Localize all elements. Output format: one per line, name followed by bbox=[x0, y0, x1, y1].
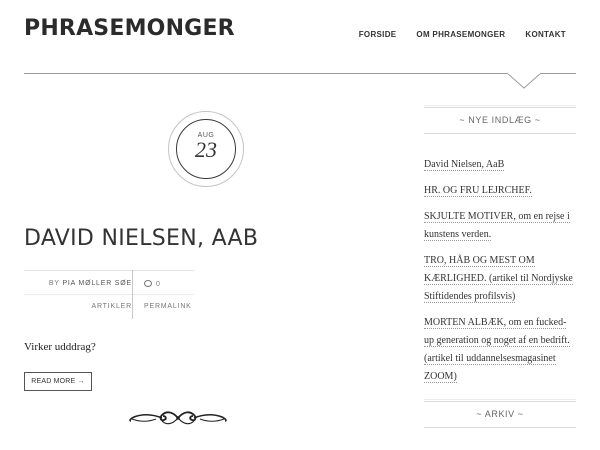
site-title[interactable]: PHRASEMONGER bbox=[24, 16, 235, 41]
post-excerpt: Virker udddrag? bbox=[24, 341, 96, 353]
recent-post-link[interactable]: HR. OG FRU LEJRCHEF. bbox=[424, 185, 532, 196]
archive-title: ~ ARKIV ~ bbox=[424, 401, 576, 428]
comments-count: 0 bbox=[156, 281, 161, 288]
meta-divider-vertical bbox=[132, 270, 133, 319]
recent-post-link[interactable]: MORTEN ALBÆK, om en fucked-up generation og noget af en bedrift. (artikel til uddannelsesmagasinet ZOOM) bbox=[424, 317, 570, 382]
date-day: 23 bbox=[195, 137, 217, 162]
list-item bbox=[424, 250, 576, 304]
nav-item-kontakt[interactable]: KONTAKT bbox=[525, 30, 566, 39]
meta-divider-middle bbox=[24, 294, 194, 295]
post-author bbox=[49, 280, 132, 287]
meta-divider-top bbox=[24, 270, 194, 271]
flourish-divider-icon bbox=[126, 408, 230, 428]
recent-posts-list bbox=[424, 154, 576, 392]
recent-posts-title: ~ NYE INDLÆG ~ bbox=[424, 107, 576, 134]
nav-item-forside[interactable]: FORSIDE bbox=[358, 30, 397, 39]
header-divider bbox=[24, 73, 576, 74]
list-item bbox=[424, 154, 576, 172]
recent-post-link[interactable]: TRO, HÅB OG MEST OM KÆRLIGHED. (artikel til Nordjyske Stiftidendes profilsvis) bbox=[424, 255, 573, 302]
author-link[interactable]: PIA MØLLER SØE bbox=[62, 280, 132, 287]
date-month: AUG bbox=[197, 132, 215, 139]
recent-post-link[interactable]: SKJULTE MOTIVER, om en rejse i kunstens verden. bbox=[424, 211, 570, 240]
list-item bbox=[424, 180, 576, 198]
nav-item-om-phrasemonger[interactable]: OM PHRASEMONGER bbox=[416, 30, 506, 39]
main-nav bbox=[359, 30, 566, 39]
list-item bbox=[424, 312, 576, 384]
comment-bubble-icon bbox=[144, 280, 152, 287]
post-title[interactable]: DAVID NIELSEN, AAB bbox=[24, 226, 259, 251]
recent-post-link[interactable]: David Nielsen, AaB bbox=[424, 159, 505, 170]
list-item bbox=[424, 206, 576, 242]
category-link[interactable]: ARTIKLER bbox=[91, 303, 132, 310]
date-badge-inner-ring bbox=[176, 119, 236, 179]
header-notch-icon bbox=[507, 72, 541, 90]
permalink-link[interactable]: PERMALINK bbox=[144, 303, 192, 310]
author-prefix: BY bbox=[48, 280, 60, 287]
read-more-button[interactable]: READ MORE → bbox=[24, 372, 92, 391]
date-badge bbox=[168, 111, 244, 187]
comments-link[interactable] bbox=[144, 280, 161, 288]
